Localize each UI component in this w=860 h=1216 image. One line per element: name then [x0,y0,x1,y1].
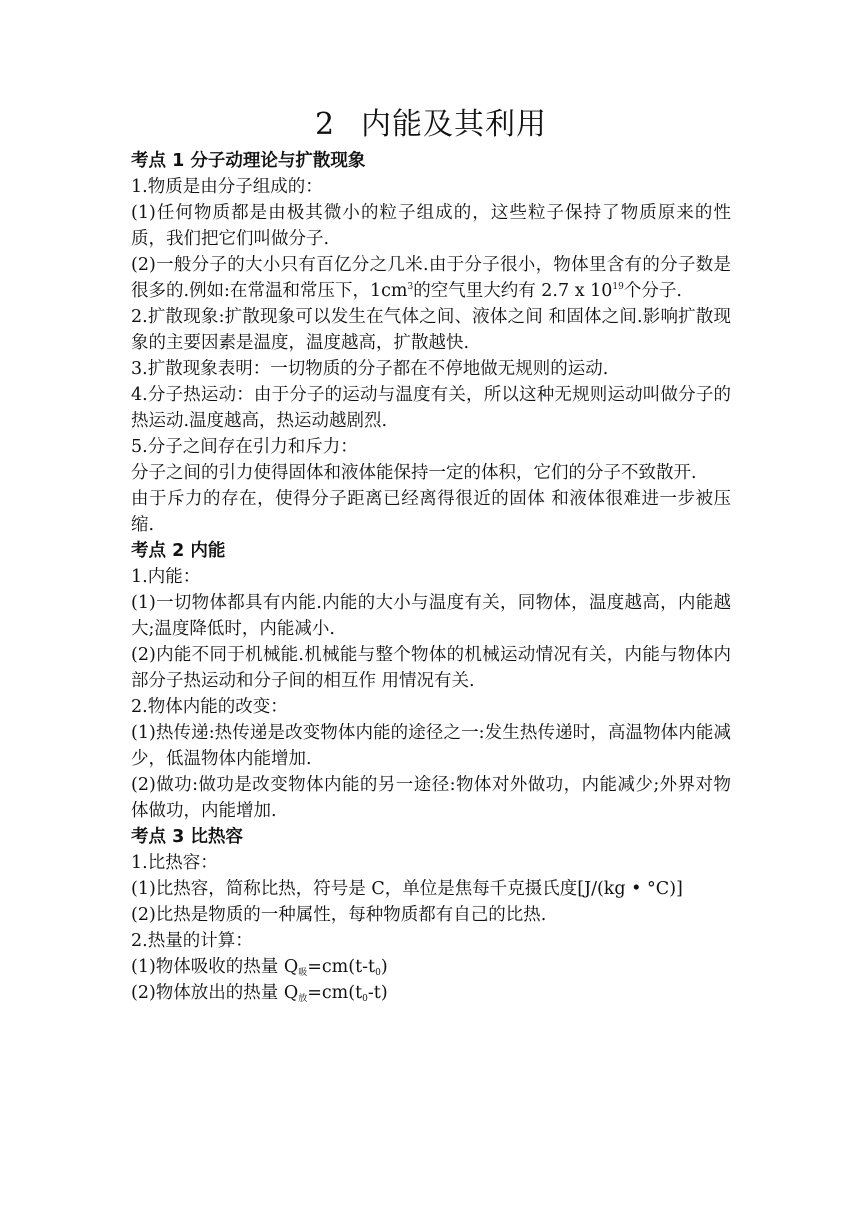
superscript: 3 [407,282,414,292]
paragraph: 1.物质是由分子组成的： [131,177,323,197]
paragraph: (1)任何物质都是由极其微小的粒子组成的，这些粒子保持了物质原来的性质，我们把它们叫做分子. [131,203,731,249]
chapter-number: 2 [314,107,336,142]
document-page [131,104,731,1006]
paragraph: 1.内能： [131,567,201,587]
section-heading-3: 考点 3 比热容 [131,827,243,847]
paragraph: 由于斥力的存在，使得分子距离已经离得很近的固体 和液体很难进一步被压缩. [131,489,731,535]
paragraph: (2)内能不同于机械能.机械能与整个物体的机械运动情况有关，内能与物体内部分子热运动和分子间的相互作 用情况有关. [131,645,731,691]
section-heading-1: 考点 1 分子动理论与扩散现象 [131,151,366,171]
paragraph: (2)一般分子的大小只有百亿分之几米.由于分子很小，物体里含有的分子数是很多的.例如:在常温和常压下，$1cm^3$的空气里大约有 2.7 x $10^{19}$个分子. [131,255,731,301]
paragraph: (1)热传递:热传递是改变物体内能的途径之一:发生热传递时，高温物体内能减少，低温物体内能增加. [131,723,731,769]
subscript: 0 [375,968,381,978]
paragraph: 4.分子热运动：由于分子的运动与温度有关，所以这种无规则运动叫做分子的热运动.温度越高，热运动越剧烈. [131,385,731,431]
paragraph: (2)比热是物质的一种属性，每种物质都有自己的比热. [131,905,547,925]
page-title [131,104,731,146]
section-heading-2: 考点 2 内能 [131,541,226,561]
paragraph: 1.比热容： [131,853,218,873]
paragraph: (2)做功:做功是改变物体内能的另一途径:物体对外做功，内能减少;外界对物体做功，内能增加. [131,775,731,821]
formula-line: (2)物体放出的热量 $Q_放=cm(t_0-t)$ [131,983,388,1004]
paragraph: 3.扩散现象表明：一切物质的分子都在不停地做无规则的运动. [131,359,609,379]
subscript: 放 [298,994,308,1004]
paragraph: 5.分子之间存在引力和斥力： [131,437,358,457]
paragraph: 2.扩散现象:扩散现象可以发生在气体之间、液体之间 和固体之间.影响扩散现象的主要因素是温度，温度越高，扩散越快. [131,307,731,353]
superscript: 19 [612,282,624,292]
paragraph: 2.物体内能的改变： [131,697,288,717]
subscript: 0 [362,994,368,1004]
paragraph: 2.热量的计算： [131,931,253,951]
paragraph: 分子之间的引力使得固体和液体能保持一定的体积，它们的分子不致散开. [131,463,697,483]
paragraph: (1)一切物体都具有内能.内能的大小与温度有关，同物体，温度越高，内能越大;温度降低时，内能减小. [131,593,731,639]
subscript: 吸 [298,968,308,978]
chapter-title: 内能及其利用 [361,107,548,142]
formula-line: (1)物体吸收的热量 $Q_吸=cm(t-t_0)$ [131,957,388,978]
paragraph: (1)比热容，简称比热，符号是 C，单位是焦每千克摄氏度[J/(kg • °C)] [131,879,683,899]
